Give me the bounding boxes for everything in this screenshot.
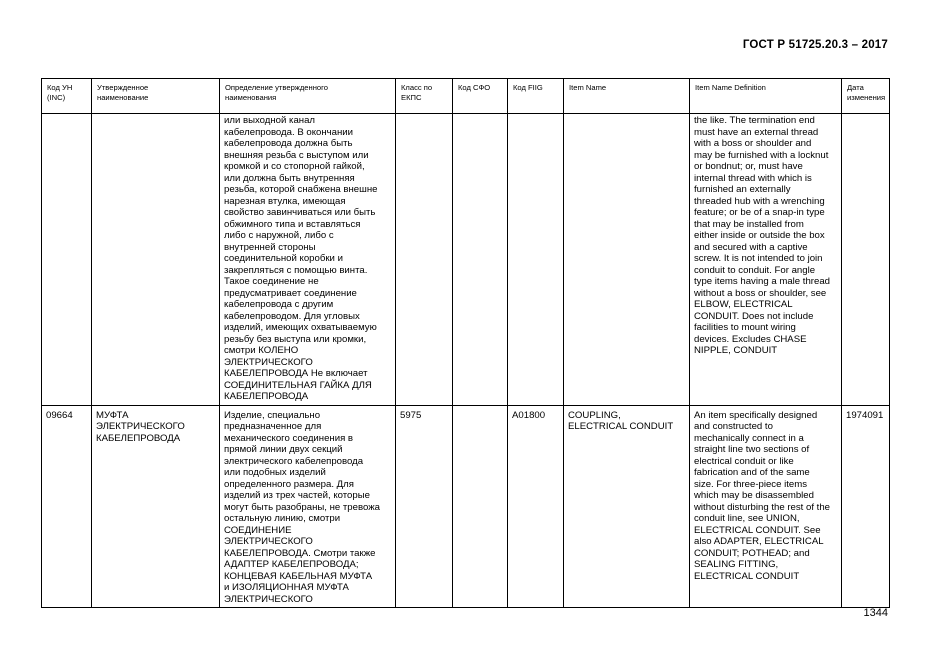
- cell-name-ru: МУФТА ЭЛЕКТРИЧЕСКОГО КАБЕЛЕПРОВОДА: [92, 405, 220, 608]
- cell-item-name: COUPLING, ELECTRICAL CONDUIT: [564, 405, 690, 608]
- cell-date: 1974091: [842, 405, 890, 608]
- cell-definition-en: the like. The termination end must have an external thread with a boss or shoulder and may be furnished with a locknut or bondnut; or, must have internal thread with which is furnished an externally threaded hub with a wrenching feature; or be of a snap-in type that may be installed from either inside or outside the box and secured with a captive screw. It is not intended to join conduit to conduit. For angle type items having a male thread without a boss or shoulder, see ELBOW, ELECTRICAL CONDUIT. Does not include facilities to mount wiring devices. Excludes CHASE NIPPLE, CONDUIT: [690, 114, 842, 406]
- col-definition-en-header: Item Name Definition: [690, 79, 842, 114]
- cell-sfo: [453, 114, 508, 406]
- catalog-table: [41, 78, 890, 608]
- cell-date: [842, 114, 890, 406]
- col-class-header: Класс по ЕКПС: [396, 79, 453, 114]
- page-number: 1344: [863, 607, 888, 619]
- col-item-name-header: Item Name: [564, 79, 690, 114]
- col-sfo-header: Код СФО: [453, 79, 508, 114]
- cell-class: [396, 114, 453, 406]
- table-row: [42, 114, 890, 406]
- cell-fiig: [508, 114, 564, 406]
- cell-inc: 09664: [42, 405, 92, 608]
- col-date-header: Дата изменения: [842, 79, 890, 114]
- cell-definition-ru: или выходной канал кабелепровода. В окончании кабелепровода должна быть внешняя резьба с выступом или кромкой и со стопорной гайкой, или должна быть внутренняя резьба, которой снабжена внешне нарезная втулка, имеющая свойство завинчиваться или быть обжимного типа и вставляться либо с наружной, либо с внутренней стороны соединительной коробки и закрепляться с помощью винта. Такое соединение не предусматривает соединение кабелепровода с другим кабелепроводом. Для угловых изделий, имеющих охватываемую резьбу без выступа или кромки, смотри КОЛЕНО ЭЛЕКТРИЧЕСКОГО КАБЕЛЕПРОВОДА Не включает СОЕДИНИТЕЛЬНАЯ ГАЙКА ДЛЯ КАБЕЛЕПРОВОДА: [220, 114, 396, 406]
- cell-inc: [42, 114, 92, 406]
- table-row: [42, 405, 890, 608]
- cell-class: 5975: [396, 405, 453, 608]
- cell-sfo: [453, 405, 508, 608]
- col-name-ru-header: Утвержденное наименование: [92, 79, 220, 114]
- col-inc-header: Код УН (INC): [42, 79, 92, 114]
- col-fiig-header: Код FIIG: [508, 79, 564, 114]
- cell-fiig: A01800: [508, 405, 564, 608]
- cell-definition-ru: Изделие, специально предназначенное для механического соединения в прямой линии двух секций электрического кабелепровода или подобных изделий определенного размера. Для изделий из трех частей, которые могут быть разобраны, не тревожа остальную линию, смотри СОЕДИНЕНИЕ ЭЛЕКТРИЧЕСКОГО КАБЕЛЕПРОВОДА. Смотри также АДАПТЕР КАБЕЛЕПРОВОДА; КОНЦЕВАЯ КАБЕЛЬНАЯ МУФТА и ИЗОЛЯЦИОННАЯ МУФТА ЭЛЕКТРИЧЕСКОГО: [220, 405, 396, 608]
- cell-definition-en: An item specifically designed and constructed to mechanically connect in a straight line two sections of electrical conduit or like fabrication and of the same size. For three-piece items which may be disassembled without disturbing the rest of the conduit line, see UNION, ELECTRICAL CONDUIT. See also ADAPTER, ELECTRICAL CONDUIT; POTHEAD; and SEALING FITTING, ELECTRICAL CONDUIT: [690, 405, 842, 608]
- col-definition-ru-header: Определение утвержденного наименования: [220, 79, 396, 114]
- table-header-row: [42, 79, 890, 114]
- standard-code: ГОСТ Р 51725.20.3 – 2017: [742, 39, 888, 51]
- cell-item-name: [564, 114, 690, 406]
- cell-name-ru: [92, 114, 220, 406]
